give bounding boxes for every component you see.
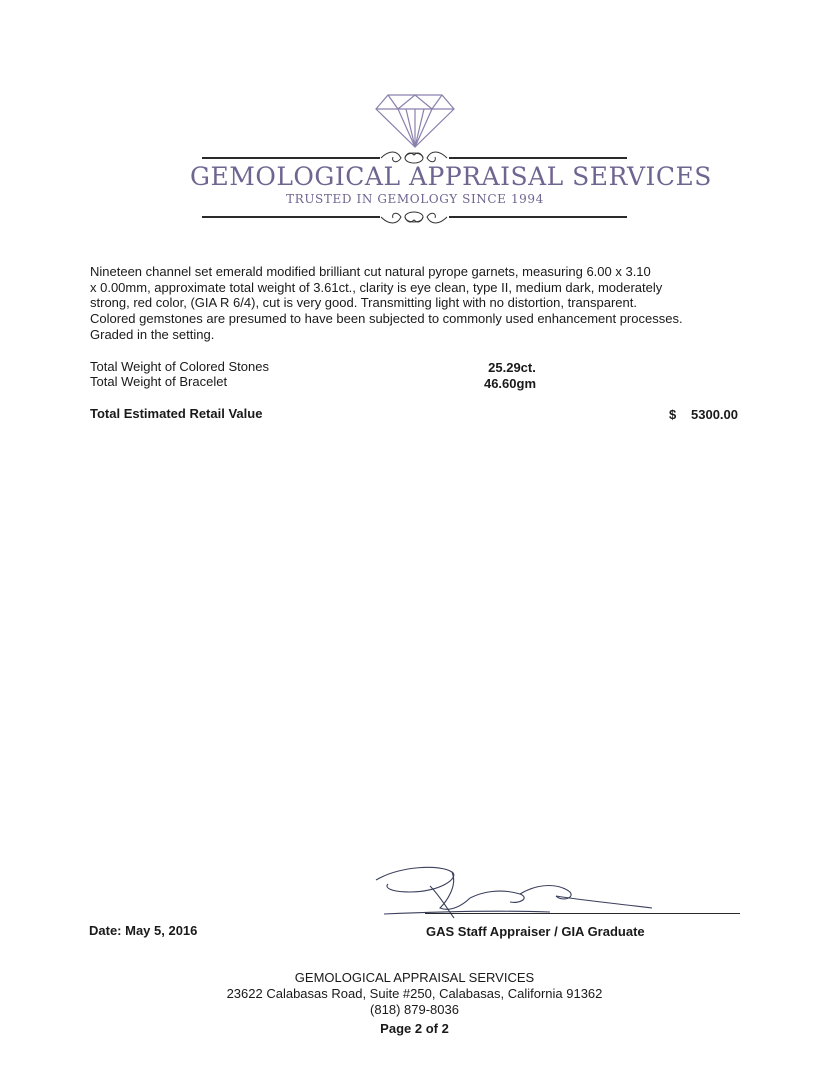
bracelet-weight-value: 46.60gm	[483, 376, 537, 391]
item-description	[90, 264, 730, 343]
retail-currency-symbol: $	[669, 407, 677, 422]
header-rule-top-left	[202, 157, 380, 159]
header-rule-bottom-right	[449, 216, 627, 218]
bracelet-weight-label: Total Weight of Bracelet	[90, 374, 228, 389]
company-tagline: TRUSTED IN GEMOLOGY SINCE 1994	[286, 192, 544, 206]
retail-value-label: Total Estimated Retail Value	[90, 406, 263, 421]
description-line: Graded in the setting.	[90, 326, 215, 342]
appraiser-title: GAS Staff Appraiser / GIA Graduate	[426, 924, 645, 939]
description-line: strong, red color, (GIA R 6/4), cut is very good. Transmitting light with no distortion, transparent.	[90, 295, 637, 311]
appraisal-date: Date: May 5, 2016	[89, 923, 198, 938]
description-line: Nineteen channel set emerald modified brilliant cut natural pyrope garnets, measuring 6.00 x 3.10	[90, 264, 651, 279]
retail-value-amount: 5300.00	[691, 407, 738, 422]
company-name: GEMOLOGICAL APPRAISAL SERVICES	[190, 162, 712, 191]
description-line: x 0.00mm, approximate total weight of 3.61ct., clarity is eye clean, type II, medium dark, moderately	[90, 279, 663, 295]
header-rule-bottom-left	[202, 216, 380, 218]
diamond-logo-icon	[374, 93, 456, 149]
colored-stones-weight-value: 25.29ct.	[488, 360, 536, 375]
appraiser-signature	[370, 862, 660, 924]
colored-stones-weight-label: Total Weight of Colored Stones	[90, 359, 269, 374]
signature-line	[425, 913, 740, 914]
footer-company-name: GEMOLOGICAL APPRAISAL SERVICES	[294, 970, 535, 985]
header-rule-top-right	[449, 157, 627, 159]
page-number: Page 2 of 2	[380, 1021, 449, 1036]
footer-address: 23622 Calabasas Road, Suite #250, Calabasas, California 91362	[226, 986, 603, 1001]
footer-phone: (818) 879-8036	[370, 1002, 459, 1017]
flourish-bottom-icon	[379, 207, 449, 227]
description-line: Colored gemstones are presumed to have been subjected to commonly used enhancement processes.	[90, 311, 683, 327]
